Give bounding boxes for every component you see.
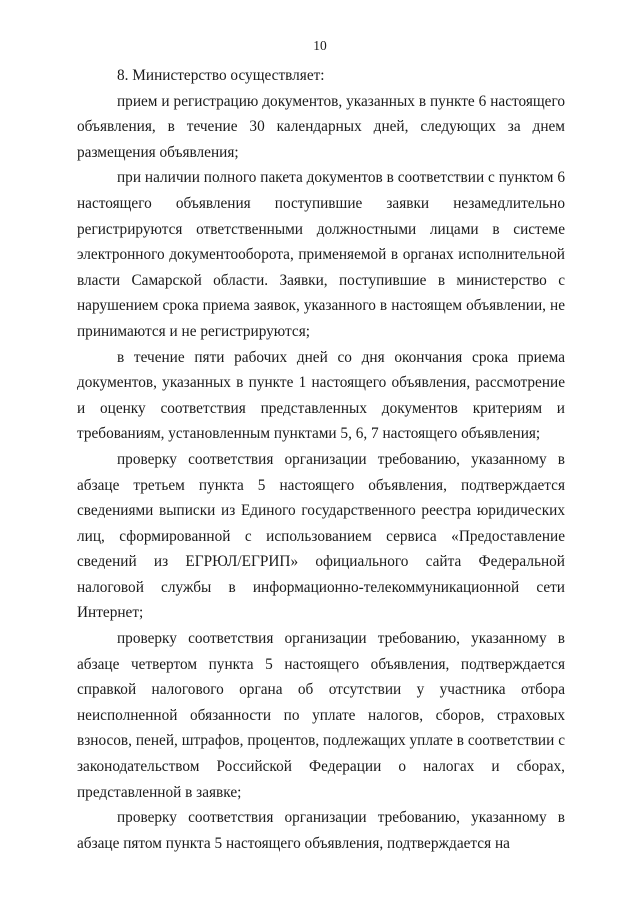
paragraph-fifth-clause-check: проверку соответствия организации требованию, указанному в абзаце пятом пункта 5 настоящего объявления, подтверждается на — [77, 809, 565, 852]
document-body — [77, 63, 565, 856]
page-number: 10 — [313, 38, 327, 53]
paragraph-application-registration: при наличии полного пакета документов в соответствии с пунктом 6 настоящего объявления поступившие заявки незамедлительно регистрируются ответственными должностными лицами в системе электронного документооборота, применяемой в органах исполнительной власти Самарской области. Заявки, поступившие в министерство с нарушением срока приема заявок, указанного в настоящем объявлении, не принимаются и не регистрируются; — [77, 169, 565, 340]
paragraph-document-reception: прием и регистрацию документов, указанных в пункте 6 настоящего объявления, в течение 30 календарных дней, следующих за днем размещения объявления; — [77, 92, 565, 161]
paragraph-review-period: в течение пяти рабочих дней со дня окончания срока приема документов, указанных в пункте 1 настоящего объявления, рассмотрение и оценку соответствия представленных документов критериям и требованиям, установленным пунктами 5, 6, 7 настоящего объявления; — [77, 348, 565, 443]
paragraph-tax-check: проверку соответствия организации требованию, указанному в абзаце четвертом пункта 5 настоящего объявления, подтверждается справкой налогового органа об отсутствии у участника отбора неисполненной обязанности по уплате налогов, сборов, страховых взносов, пеней, штрафов, процентов, подлежащих уплате в соответствии с законодательством Российской Федерации о налогах и сборах, представленной в заявке; — [77, 630, 565, 801]
paragraph-ministry-functions: 8. Министерство осуществляет: — [117, 67, 325, 84]
paragraph-egrul-check: проверку соответствия организации требованию, указанному в абзаце третьем пункта 5 настоящего объявления, подтверждается сведениями выписки из Единого государственного реестра юридических лиц, сформированной с использованием сервиса «Предоставление сведений из ЕГРЮЛ/ЕГРИП» официального сайта Федеральной налоговой службы в информационно-телекоммуникационной сети Интернет; — [77, 450, 565, 622]
